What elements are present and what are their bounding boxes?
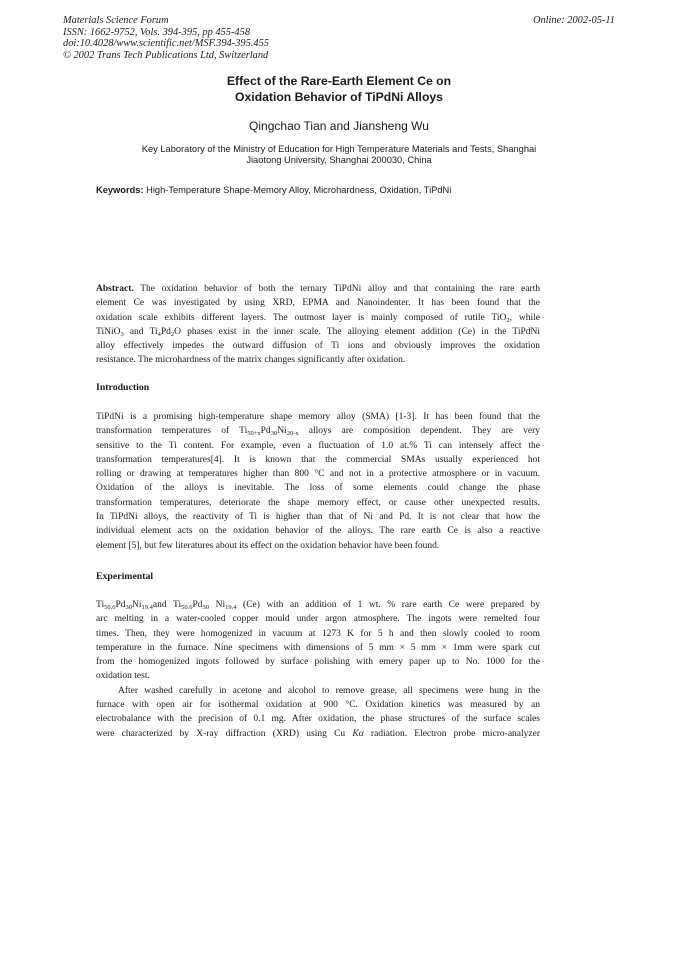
journal-name: Materials Science Forum (63, 15, 169, 26)
body-line: from the homogenized ingots followed by surface polishing with emery paper up to No. 1000 for the (96, 657, 540, 668)
abstract-line (96, 311, 540, 325)
subscript: 3 (120, 330, 124, 338)
abstract-line: element Ce was investigated by using XRD, EPMA and Nanoindenter. It has been found that the (96, 298, 540, 309)
body-line: oxidation test. (96, 671, 150, 682)
abstract-line: alloy effectively impedes the outward diffusion of Ti ions and obviously improves the oxidation (96, 341, 540, 352)
body-line: furnace with open air for isothermal oxidation at 900 °C. Oxidation kinetics was measured by an (96, 700, 540, 711)
introduction-body (96, 410, 540, 553)
section-heading-introduction: Introduction (96, 382, 150, 393)
affiliation-line-1: Key Laboratory of the Ministry of Education for High Temperature Materials and Tests, Shanghai (141, 144, 537, 154)
body-text: alloys are composition dependent. They are very (298, 426, 540, 437)
body-line: electrobalance with the precision of 0.1 mg. After oxidation, the phase structures of the surface scales (96, 714, 540, 725)
body-line: transformation temperatures, deteriorate the shape memory effect, or cause other unexpected results. (96, 497, 540, 508)
body-line: transformation temperatures[4]. It is known that the commercial SMAs usually experienced hot (96, 454, 540, 465)
subscript: 30 (125, 604, 133, 611)
subscript: 4 (157, 330, 161, 338)
subscript: 2 (170, 330, 175, 338)
body-line: arc melting in a water-cooled copper mould under argon atmosphere. The ingots were remelted four (96, 614, 540, 625)
body-text: (Ce) with an addition of 1 wt. % rare earth Ce were prepared by (236, 600, 541, 610)
paper-title (100, 73, 578, 105)
body-text: Ni (209, 600, 226, 610)
body-text: transformation temperatures of Ti (96, 426, 248, 437)
body-line: sensitive to the Ti content. For example, even a fluctuation of 1.0 at.% Ti can intensely affect the (96, 440, 540, 451)
title-line-1: Effect of the Rare-Earth Element Ce on (226, 74, 452, 88)
abstract-text: O phases exist in the inner scale. The alloying element addition (Ce) in the TiPdNi (174, 326, 540, 337)
abstract-line: resistance. The microhardness of the matrix changes significantly after oxidation. (96, 355, 406, 366)
copyright-line: © 2002 Trans Tech Publications Ltd, Switzerland (63, 49, 269, 61)
affiliation (96, 144, 582, 167)
body-text: and Ti (152, 600, 182, 610)
keywords-text: High-Temperature Shape-Memory Alloy, Microhardness, Oxidation, TiPdNi (146, 185, 452, 195)
abstract-text: and Ti (123, 326, 158, 337)
body-text: Ni (132, 600, 142, 610)
body-text: radiation. Electron probe micro-analyzer (363, 728, 540, 739)
abstract-text: The oxidation behavior of both the ternary TiPdNi alloy and that containing the rare earth (140, 284, 540, 294)
body-text: Pd (260, 426, 271, 437)
k-alpha-symbol: Kα (352, 728, 364, 739)
abstract-text: Pd (160, 326, 171, 337)
experimental-body (96, 598, 540, 741)
subscript: 50.6 (181, 604, 193, 611)
body-text: Ti (96, 600, 105, 610)
body-line: temperature in the furnace. Nine specimens with dimensions of 5 mm × 5 mm × 1mm were spark cut (96, 642, 540, 653)
abstract-label: Abstract. (96, 284, 134, 294)
authors: Qingchao Tian and Jiansheng Wu (249, 119, 429, 133)
body-text: Pd (115, 600, 126, 610)
doi-link[interactable]: doi:10.4028/www.scientific.net/MSF.394-395.455 (63, 38, 269, 50)
subscript: 30 (270, 430, 278, 438)
subscript: 19.4 (141, 604, 153, 611)
body-text: were characterized by X-ray diffraction (XRD) using Cu (96, 728, 353, 739)
body-line: rolling or drawing at temperatures higher than 800 °C and not in a protective atmosphere or in vacuum. (96, 469, 540, 480)
subscript: 50.6 (104, 604, 116, 611)
body-line: Oxidation of the alloys is inevitable. The loss of some elements could change the phase (96, 483, 540, 494)
title-line-2: Oxidation Behavior of TiPdNi Alloys (235, 90, 443, 104)
online-date: Online: 2002-05-11 (532, 15, 615, 26)
abstract-line (96, 325, 540, 339)
journal-header (63, 15, 393, 61)
keywords (96, 185, 596, 195)
body-text: Ni (277, 426, 287, 437)
subscript: 2 (506, 316, 510, 324)
subscript: 20-x (286, 430, 299, 438)
body-text: Pd (192, 600, 203, 610)
section-heading-experimental: Experimental (96, 571, 154, 582)
keywords-label: Keywords: (96, 185, 144, 195)
abstract-text: oxidation scale exhibits different layers. The outmost layer is mainly composed of rutile TiO (96, 312, 507, 323)
abstract-line (96, 282, 540, 296)
body-line: times. Then, they were homogenized in vacuum at 1273 K for 5 h and then slowly cooled to room (96, 628, 540, 639)
body-line: TiPdNi is a promising high-temperature shape memory alloy (SMA) [1-3]. It has been found that the (96, 412, 540, 422)
affiliation-line-2: Jiaotong University, Shanghai 200030, China (246, 155, 432, 166)
subscript: 50+x (247, 430, 261, 438)
subscript: 19.4 (225, 604, 237, 611)
subscript: 30 (202, 604, 210, 611)
body-line (96, 727, 540, 741)
abstract (96, 282, 540, 368)
body-line: In TiPdNi alloys, the reactivity of Ti is higher than that of Ni and Pd. It is not clear that how the (96, 512, 540, 523)
body-line: individual element acts on the oxidation behavior of the alloys. The rare earth Ce is also a reactive (96, 526, 540, 537)
body-line (96, 424, 540, 438)
abstract-text: TiNiO (96, 326, 121, 337)
body-line: After washed carefully in acetone and alcohol to remove grease, all specimens were hung in the (118, 685, 540, 696)
body-line: element [5], but few literatures about its effect on the oxidation behavior have been found. (96, 540, 440, 551)
abstract-text: , while (509, 312, 541, 323)
issn-line: ISSN: 1662-9752, Vols. 394-395, pp 455-458 (63, 26, 251, 38)
body-line (96, 598, 540, 612)
